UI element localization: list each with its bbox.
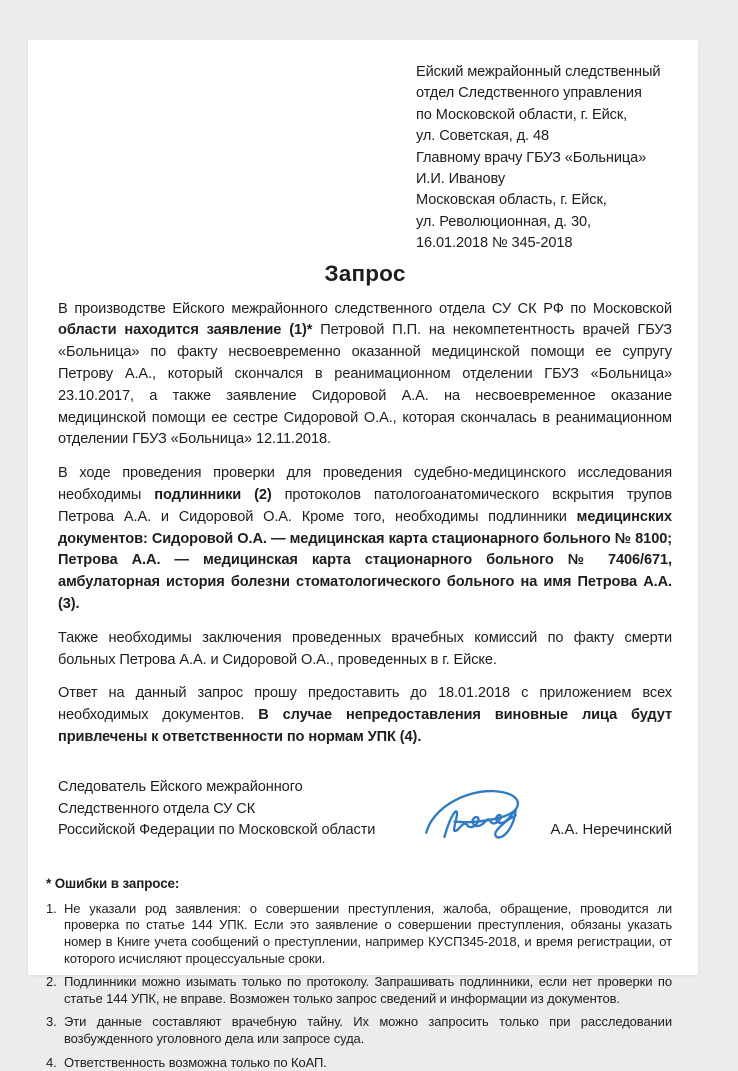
footnote-item (46, 901, 672, 967)
recipient-line: ул. Революционная, д. 30, (416, 213, 591, 230)
document-page (28, 40, 698, 1070)
handwritten-signature-icon (420, 784, 532, 852)
footnote-item (46, 1055, 672, 1071)
signatory-position (58, 777, 402, 842)
document-body (58, 299, 672, 749)
footnote-text: Подлинники можно изымать только по протоколу. Запрашивать подлинники, если нет проверки по статье 144 УПК, не вправе. Возможен только запрос сведений и информации из документов. (64, 974, 672, 1006)
footnote-number: 3. (46, 1014, 57, 1030)
footnote-text: Ответственность возможна только по КоАП. (64, 1054, 327, 1070)
recipient-line: И.И. Иванову (416, 171, 506, 188)
paragraph: Также необходимы заключения проведенных врачебных комиссий по факту смерти больных Петрова А.А. и Сидоровой О.А., проведенных в г. Ейске. (58, 629, 672, 668)
recipient-line: отдел Следственного управления (416, 85, 642, 102)
footnote-text: Эти данные составляют врачебную тайну. Их можно запросить только при расследовании возбужденного уголовного дела или запросе суда. (64, 1014, 672, 1046)
recipient-line: ул. Советская, д. 48 (416, 128, 549, 145)
recipient-line: Ейский межрайонный следственный (416, 64, 661, 80)
document-title: Запрос (324, 260, 406, 286)
footnote-item (46, 1014, 672, 1047)
footnote-number: 4. (46, 1054, 57, 1070)
recipient-address-block (416, 62, 674, 255)
signatory-position-line: Следователь Ейского межрайонного (58, 778, 303, 795)
signatory-position-line: Российской Федерации по Московской области (58, 822, 376, 839)
footnote-number: 1. (46, 900, 57, 916)
footnote-text: Не указали род заявления: о совершении преступления, жалоба, обращение, проводится ли проверка по статье 144 УПК. Если это заявление о совершении преступления, обязаны указать номер в Книге учета сообщений о преступлении, например КУСП345-2018, и время регистрации, от которого исчисляют процессуальные сроки. (64, 900, 672, 966)
footnote-item (46, 974, 672, 1007)
recipient-line: 16.01.2018 № 345-2018 (416, 235, 573, 252)
footnotes-header: * Ошибки в запросе: (46, 876, 180, 892)
signatory-name: А.А. Неречинский (550, 822, 672, 839)
recipient-line: по Московской области, г. Ейск, (416, 106, 628, 123)
recipient-line: Главному врачу ГБУЗ «Больница» (416, 149, 647, 166)
footnotes-section (46, 876, 672, 1071)
paragraph: В ходе проведения проверки для проведения судебно-медицинского исследования необходимы подлинники (2) протоколов патологоанатомического вскрытия трупов Петрова А.А. и Сидоровой О.А. Кроме того, необходимы подлинники медицинских документов: Сидоровой О.А. — медицинская карта стационарного больного № 8100; Петрова А.А. — медицинская карта стационарного больного № 7406/671, амбулаторная история болезни стоматологического больного на имя Петрова А.А. (3). (58, 465, 672, 613)
recipient-line: Московская область, г. Ейск, (416, 192, 607, 209)
paragraph: В производстве Ейского межрайонного следственного отдела СУ СК РФ по Московской области находится заявление (1)* Петровой П.П. на некомпетентность врачей ГБУЗ «Больница» по факту несвоевременно оказанной медицинской помощи ее супругу Петрову А.А., который скончался в реанимационном отделении ГБУЗ «Больница» 23.10.2017, а также заявление Сидоровой А.А. на несвоевременное оказание медицинской помощи ее сестре Сидоровой О.А., которая скончалась в реанимационном отделении ГБУЗ «Больница» 12.11.2018. (58, 300, 672, 448)
signatory-position-line: Следственного отдела СУ СК (58, 800, 256, 817)
footnotes-list (46, 901, 672, 1071)
footnote-number: 2. (46, 974, 57, 990)
paragraph: Ответ на данный запрос прошу предоставить до 18.01.2018 с приложением всех необходимых документов. В случае непредоставления виновные лица будут привлечены к ответственности по нормам УПК (4). (58, 685, 673, 745)
signature-block (58, 777, 672, 842)
